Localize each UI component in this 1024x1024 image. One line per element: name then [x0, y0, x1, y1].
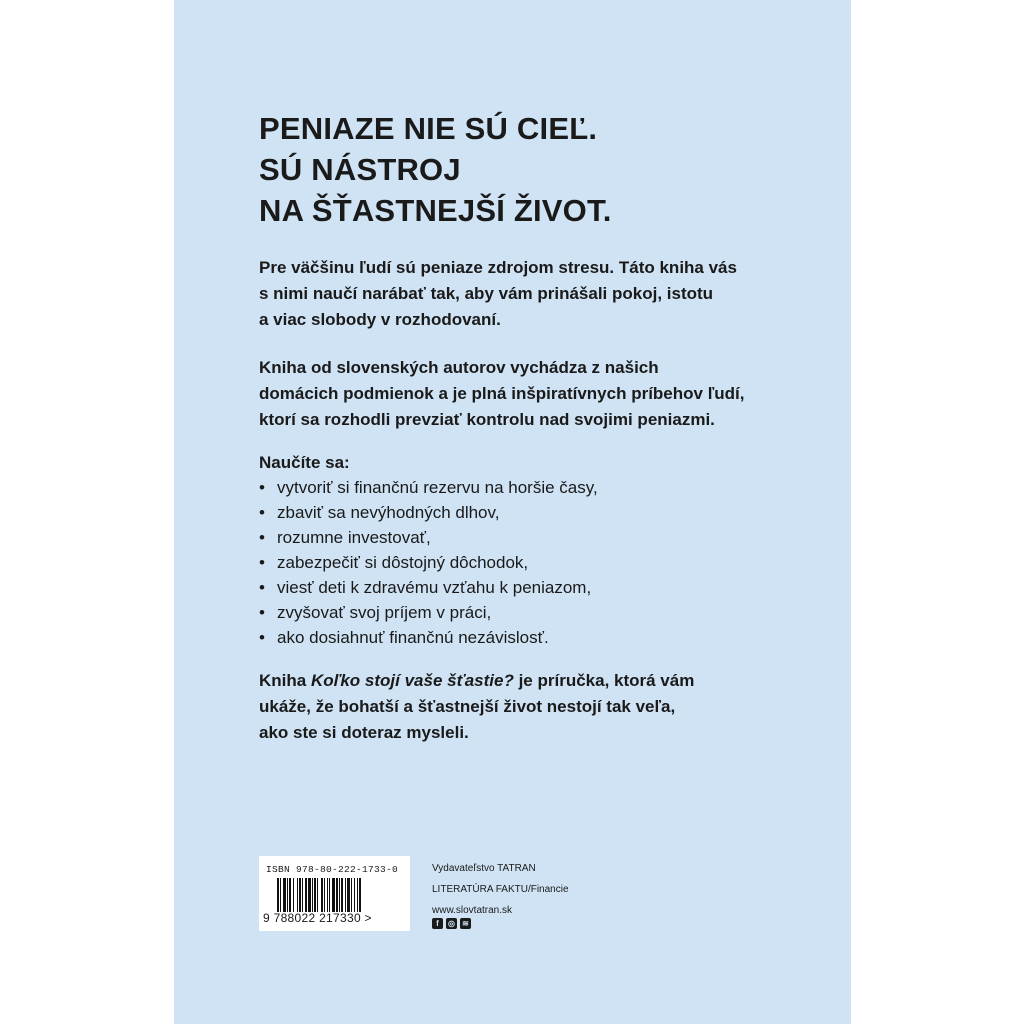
barcode-bar — [289, 878, 291, 912]
instagram-icon: ◎ — [446, 918, 457, 929]
text-line: domácich podmienok a je plná inšpiratívnych príbehov ľudí, — [259, 384, 745, 403]
barcode-bar — [341, 878, 343, 912]
barcode-bar — [280, 878, 281, 912]
learn-list — [259, 475, 598, 650]
book-title: Koľko stojí vaše šťastie? — [310, 671, 514, 690]
headline-line: NA ŠŤASTNEJŠÍ ŽIVOT. — [259, 193, 612, 228]
text-line: a viac slobody v rozhodovaní. — [259, 310, 501, 329]
list-item: • rozumne investovať, — [259, 525, 598, 550]
barcode-bar — [314, 878, 316, 912]
barcode-bar — [283, 878, 286, 912]
text-line: Pre väčšinu ľudí sú peniaze zdrojom stresu. Táto kniha vás — [259, 258, 737, 277]
barcode-bar — [277, 878, 279, 912]
spotify-icon: ≋ — [460, 918, 471, 929]
headline-line: PENIAZE NIE SÚ CIEĽ. — [259, 111, 598, 146]
barcode-bar — [359, 878, 361, 912]
barcode-bar — [302, 878, 303, 912]
list-item: • zvyšovať svoj príjem v práci, — [259, 600, 598, 625]
list-item: • viesť deti k zdravému vzťahu k peniazom, — [259, 575, 598, 600]
headline — [259, 108, 819, 231]
list-item: • zabezpečiť si dôstojný dôchodok, — [259, 550, 598, 575]
text-line: ktorí sa rozhodli prevziať kontrolu nad svojimi peniazmi. — [259, 410, 715, 429]
intro-paragraph — [259, 255, 819, 333]
barcode-bar — [357, 878, 358, 912]
barcode-bar — [327, 878, 328, 912]
closing-paragraph — [259, 668, 819, 746]
barcode-number: 9 788022 217330 > — [263, 911, 372, 925]
barcode-bar — [308, 878, 311, 912]
barcode-bar — [293, 878, 294, 912]
learn-title: Naučíte sa: — [259, 453, 350, 472]
barcode-bar — [347, 878, 350, 912]
barcode-bar — [332, 878, 335, 912]
barcode-bar — [312, 878, 313, 912]
text-span: je príručka, ktorá vám — [513, 671, 695, 690]
text-line: Kniha od slovenských autorov vychádza z našich — [259, 358, 659, 377]
barcode-bar — [321, 878, 323, 912]
list-item: • ako dosiahnuť finančnú nezávislosť. — [259, 625, 598, 650]
publisher-series: LITERATÚRA FAKTU/Financie — [432, 884, 569, 895]
facebook-icon: f — [432, 918, 443, 929]
publisher-info — [432, 858, 569, 921]
barcode-bar — [287, 878, 288, 912]
publisher-name: Vydavateľstvo TATRAN — [432, 863, 536, 874]
barcode-bar — [324, 878, 325, 912]
barcode-bar — [299, 878, 301, 912]
authors-paragraph — [259, 355, 819, 433]
barcode-bar — [297, 878, 298, 912]
barcode-bar — [336, 878, 338, 912]
text-span: Kniha — [259, 671, 311, 690]
text-line — [259, 668, 819, 694]
isbn-label: ISBN 978-80-222-1733-0 — [266, 864, 399, 875]
barcode-bar — [329, 878, 330, 912]
list-item: • zbaviť sa nevýhodných dlhov, — [259, 500, 598, 525]
text-line: ako ste si doteraz mysleli. — [259, 723, 469, 742]
text-line: ukáže, že bohatší a šťastnejší život nestojí tak veľa, — [259, 697, 676, 716]
barcode-bar — [317, 878, 318, 912]
barcode-bar — [305, 878, 307, 912]
headline-line: SÚ NÁSTROJ — [259, 152, 461, 187]
social-icons — [432, 918, 471, 929]
barcode-bar — [354, 878, 355, 912]
publisher-web: www.slovtatran.sk — [432, 905, 513, 916]
text-line: s nimi naučí narábať tak, aby vám prinášali pokoj, istotu — [259, 284, 714, 303]
barcode-bar — [339, 878, 340, 912]
list-item: • vytvoriť si finančnú rezervu na horšie časy, — [259, 475, 598, 500]
barcode-bar — [345, 878, 346, 912]
barcode-bar — [351, 878, 352, 912]
isbn-barcode — [259, 856, 410, 931]
